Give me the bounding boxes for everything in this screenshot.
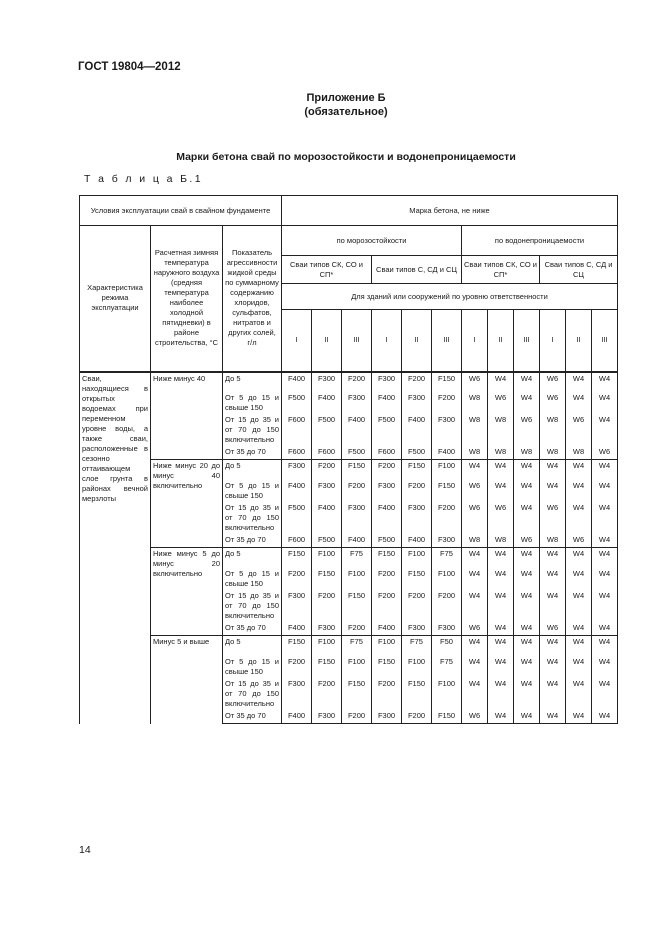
temperature-range: Ниже минус 5 до минус 20 включительно [151, 548, 223, 636]
grade-value: W4 [514, 678, 540, 710]
grade-value: F100 [402, 548, 432, 568]
grade-value: F75 [402, 636, 432, 656]
grade-value: F400 [312, 502, 342, 534]
grade-value: F100 [432, 460, 462, 480]
grade-value: F300 [342, 502, 372, 534]
grade-value: W8 [462, 392, 488, 414]
grade-value: W4 [488, 678, 514, 710]
grade-value: W4 [488, 636, 514, 656]
grade-value: W4 [488, 568, 514, 590]
grade-value: F500 [402, 446, 432, 460]
grade-value: F400 [402, 414, 432, 446]
chloride-range: От 35 до 70 [223, 710, 282, 724]
appendix-title: Приложение Б [306, 92, 386, 104]
grade-value: F200 [432, 392, 462, 414]
header-level-6: III [432, 310, 462, 372]
grade-value: W8 [462, 446, 488, 460]
grade-value: W6 [488, 502, 514, 534]
grade-value: W8 [488, 446, 514, 460]
header-level-7: I [462, 310, 488, 372]
grade-value: F200 [402, 372, 432, 392]
grade-value: F150 [342, 678, 372, 710]
grade-value: F300 [312, 372, 342, 392]
grade-value: W4 [566, 678, 592, 710]
grade-value: F100 [402, 656, 432, 678]
grade-value: W8 [540, 414, 566, 446]
grade-value: F500 [312, 414, 342, 446]
grade-value: F300 [372, 710, 402, 724]
grade-value: W4 [592, 392, 618, 414]
document-standard-code: ГОСТ 19804—2012 [78, 61, 181, 73]
table-title: Марки бетона свай по морозостойкости и водонепроницаемости [176, 151, 516, 163]
grade-value: F150 [372, 656, 402, 678]
grade-value: W6 [566, 534, 592, 548]
grade-value: F150 [312, 656, 342, 678]
grade-value: W8 [540, 446, 566, 460]
grade-value: W4 [592, 372, 618, 392]
chloride-range: До 5 [223, 636, 282, 656]
table-row [80, 548, 618, 568]
grade-value: W4 [592, 502, 618, 534]
grade-value: W4 [462, 548, 488, 568]
grade-value: W4 [566, 548, 592, 568]
header-level-3: III [342, 310, 372, 372]
grade-value: W6 [540, 392, 566, 414]
header-mode: Характеристика режима эксплуатации [80, 226, 151, 372]
chloride-range: От 15 до 35 и от 70 до 150 включительно [223, 678, 282, 710]
grade-value: W4 [462, 656, 488, 678]
grade-value: F300 [402, 502, 432, 534]
grade-value: F400 [282, 622, 312, 636]
grade-value: W8 [488, 414, 514, 446]
grade-value: W4 [566, 502, 592, 534]
grade-value: W4 [540, 590, 566, 622]
grade-value: W4 [592, 568, 618, 590]
grade-value: F200 [372, 590, 402, 622]
grade-value: F200 [312, 460, 342, 480]
grade-value: F150 [342, 590, 372, 622]
grade-value: F600 [372, 446, 402, 460]
grade-value: W4 [462, 678, 488, 710]
grade-value: F300 [312, 622, 342, 636]
grade-value: W8 [566, 446, 592, 460]
grade-value: W4 [488, 710, 514, 724]
grade-value: W4 [514, 636, 540, 656]
grade-value: F300 [312, 710, 342, 724]
grade-value: W4 [592, 678, 618, 710]
grade-value: F100 [312, 548, 342, 568]
grade-value: W8 [462, 534, 488, 548]
grade-value: F200 [312, 590, 342, 622]
grade-value: F600 [282, 414, 312, 446]
grade-value: W4 [592, 590, 618, 622]
grade-value: F300 [342, 392, 372, 414]
grade-value: W4 [540, 460, 566, 480]
header-level-2: II [312, 310, 342, 372]
mode-description: Сваи, находящиеся в открытых водоемах при переменном уровне воды, а также сваи, расположенные в сезонно оттаивающем слое грунта в районах вечной мерзлоты [80, 372, 151, 724]
grade-value: F500 [282, 502, 312, 534]
grade-value: F400 [432, 446, 462, 460]
grade-value: W4 [488, 480, 514, 502]
grade-value: F150 [342, 460, 372, 480]
grade-value: W6 [462, 502, 488, 534]
grade-value: W4 [514, 372, 540, 392]
grade-value: W4 [592, 548, 618, 568]
grade-value: W6 [566, 414, 592, 446]
grade-value: W4 [514, 622, 540, 636]
chloride-range: До 5 [223, 372, 282, 392]
grade-value: W4 [566, 460, 592, 480]
grade-value: F100 [432, 678, 462, 710]
grade-value: F400 [282, 372, 312, 392]
grade-value: F300 [432, 414, 462, 446]
grade-value: F100 [312, 636, 342, 656]
grade-value: F200 [342, 372, 372, 392]
grade-value: W4 [566, 622, 592, 636]
grade-value: F150 [312, 568, 342, 590]
grade-value: W4 [566, 568, 592, 590]
grade-value: W6 [540, 502, 566, 534]
grade-value: W4 [566, 710, 592, 724]
chloride-range: До 5 [223, 460, 282, 480]
grade-value: W4 [592, 480, 618, 502]
grade-value: W4 [462, 568, 488, 590]
grade-value: W4 [540, 656, 566, 678]
grade-value: F400 [372, 622, 402, 636]
grade-value: F75 [432, 656, 462, 678]
grade-value: W6 [462, 622, 488, 636]
table-row [80, 460, 618, 480]
header-grade: Марка бетона, не ниже [282, 196, 618, 226]
header-levels-note: Для зданий или сооружений по уровню ответственности [282, 284, 618, 310]
grade-value: W6 [514, 414, 540, 446]
grade-value: W6 [462, 480, 488, 502]
temperature-range: Ниже минус 40 [151, 372, 223, 460]
table-label: Т а б л и ц а Б.1 [84, 173, 203, 185]
chloride-range: От 35 до 70 [223, 534, 282, 548]
grade-value: W4 [592, 534, 618, 548]
grade-value: F300 [432, 534, 462, 548]
grade-value: W4 [462, 460, 488, 480]
grade-value: F300 [432, 622, 462, 636]
grade-value: W6 [462, 710, 488, 724]
grade-value: F400 [342, 414, 372, 446]
grade-value: F200 [432, 502, 462, 534]
grade-value: F200 [282, 568, 312, 590]
grade-value: F150 [282, 548, 312, 568]
grade-value: W4 [540, 678, 566, 710]
grade-value: F600 [282, 446, 312, 460]
grade-value: F200 [372, 460, 402, 480]
header-types-a-water: Сваи типов СК, СО и СП* [462, 256, 540, 284]
temperature-range: Ниже минус 20 до минус 40 включительно [151, 460, 223, 548]
grade-value: W4 [592, 460, 618, 480]
grade-value: F300 [312, 480, 342, 502]
grade-value: W4 [540, 548, 566, 568]
grade-value: W4 [488, 460, 514, 480]
grade-value: F400 [282, 710, 312, 724]
grade-value: W4 [592, 414, 618, 446]
grade-value: F300 [402, 622, 432, 636]
grade-value: W4 [488, 590, 514, 622]
grade-value: F150 [432, 372, 462, 392]
grade-value: W4 [514, 568, 540, 590]
grade-value: W4 [462, 590, 488, 622]
grade-value: W4 [540, 480, 566, 502]
chloride-range: От 15 до 35 и от 70 до 150 включительно [223, 414, 282, 446]
grade-value: F300 [282, 590, 312, 622]
grade-value: W8 [462, 414, 488, 446]
grade-value: F200 [402, 590, 432, 622]
grade-value: F150 [432, 710, 462, 724]
grade-value: F500 [372, 534, 402, 548]
header-level-1: I [282, 310, 312, 372]
grade-value: W8 [488, 534, 514, 548]
header-level-12: III [592, 310, 618, 372]
grade-value: F75 [342, 636, 372, 656]
header-conditions: Условия эксплуатации свай в свайном фундаменте [80, 196, 282, 226]
grade-value: F400 [342, 534, 372, 548]
grade-value: F150 [432, 480, 462, 502]
header-temperature: Расчетная зимняя температура наружного воздуха (средняя температура наиболее холодной пятидневки) в районе строительства, °С [151, 226, 223, 372]
grade-value: W4 [566, 372, 592, 392]
grade-value: F150 [282, 636, 312, 656]
grade-value: W4 [566, 392, 592, 414]
grade-value: F300 [282, 678, 312, 710]
grade-value: F200 [282, 656, 312, 678]
grade-value: W4 [488, 548, 514, 568]
grade-value: F600 [282, 534, 312, 548]
grade-value: W8 [514, 446, 540, 460]
header-types-b-water: Сваи типов С, СД и СЦ [540, 256, 618, 284]
header-level-5: II [402, 310, 432, 372]
header-level-9: III [514, 310, 540, 372]
concrete-grade-table [79, 195, 618, 724]
grade-value: W4 [488, 656, 514, 678]
chloride-range: От 5 до 15 и свыше 150 [223, 480, 282, 502]
grade-value: W4 [592, 710, 618, 724]
grade-value: W4 [540, 568, 566, 590]
grade-value: F400 [282, 480, 312, 502]
appendix-note: (обязательное) [304, 106, 388, 118]
grade-value: F400 [402, 534, 432, 548]
grade-value: W4 [488, 622, 514, 636]
grade-value: F100 [372, 636, 402, 656]
grade-value: F200 [342, 710, 372, 724]
chloride-range: От 15 до 35 и от 70 до 150 включительно [223, 590, 282, 622]
grade-value: W4 [592, 656, 618, 678]
grade-value: F600 [312, 446, 342, 460]
grade-value: F500 [312, 534, 342, 548]
grade-value: W4 [540, 636, 566, 656]
table-row [80, 372, 618, 392]
chloride-range: От 5 до 15 и свыше 150 [223, 656, 282, 678]
grade-value: W4 [462, 636, 488, 656]
grade-value: W4 [514, 548, 540, 568]
grade-value: W4 [514, 710, 540, 724]
grade-value: W4 [592, 622, 618, 636]
grade-value: F500 [372, 414, 402, 446]
chloride-range: От 5 до 15 и свыше 150 [223, 392, 282, 414]
grade-value: F100 [432, 568, 462, 590]
header-level-11: II [566, 310, 592, 372]
chloride-range: До 5 [223, 548, 282, 568]
grade-value: F400 [372, 392, 402, 414]
header-level-4: I [372, 310, 402, 372]
header-types-a-frost: Сваи типов СК, СО и СП* [282, 256, 372, 284]
grade-value: F200 [342, 622, 372, 636]
chloride-range: От 35 до 70 [223, 622, 282, 636]
grade-value: F200 [402, 710, 432, 724]
grade-value: W4 [514, 590, 540, 622]
grade-value: W6 [540, 372, 566, 392]
grade-value: F150 [402, 678, 432, 710]
grade-value: W6 [514, 534, 540, 548]
grade-value: F100 [342, 656, 372, 678]
grade-value: W4 [566, 590, 592, 622]
chloride-range: От 5 до 15 и свыше 150 [223, 568, 282, 590]
grade-value: W6 [540, 622, 566, 636]
grade-value: F150 [402, 460, 432, 480]
header-frost: по морозостойкости [282, 226, 462, 256]
temperature-range: Минус 5 и выше [151, 636, 223, 724]
grade-value: F200 [372, 678, 402, 710]
header-level-10: I [540, 310, 566, 372]
grade-value: W4 [540, 710, 566, 724]
grade-value: W6 [592, 446, 618, 460]
grade-value: W4 [514, 480, 540, 502]
header-chloride: Показатель агрессивности жидкой среды по суммарному содержанию хлоридов, сульфатов, нитратов и других солей, г/л [223, 226, 282, 372]
grade-value: W4 [514, 460, 540, 480]
grade-value: W4 [488, 372, 514, 392]
grade-value: F500 [282, 392, 312, 414]
grade-value: F400 [372, 502, 402, 534]
table-row [80, 636, 618, 656]
grade-value: W4 [566, 656, 592, 678]
grade-value: W4 [514, 392, 540, 414]
grade-value: F200 [372, 568, 402, 590]
header-water: по водонепроницаемости [462, 226, 618, 256]
grade-value: F200 [432, 590, 462, 622]
grade-value: F300 [372, 480, 402, 502]
grade-value: W8 [540, 534, 566, 548]
appendix-heading [78, 91, 614, 119]
grade-value: F150 [372, 548, 402, 568]
grade-value: W6 [488, 392, 514, 414]
grade-value: W4 [514, 502, 540, 534]
grade-value: F300 [402, 392, 432, 414]
grade-value: F75 [342, 548, 372, 568]
header-level-8: II [488, 310, 514, 372]
grade-value: W4 [514, 656, 540, 678]
grade-value: F200 [342, 480, 372, 502]
grade-value: F50 [432, 636, 462, 656]
grade-value: F75 [432, 548, 462, 568]
grade-value: F300 [282, 460, 312, 480]
chloride-range: От 35 до 70 [223, 446, 282, 460]
chloride-range: От 15 до 35 и от 70 до 150 включительно [223, 502, 282, 534]
page-number: 14 [79, 844, 91, 856]
grade-value: W4 [566, 636, 592, 656]
grade-value: F200 [402, 480, 432, 502]
grade-value: F400 [312, 392, 342, 414]
grade-value: F100 [342, 568, 372, 590]
grade-value: F150 [402, 568, 432, 590]
grade-value: W6 [462, 372, 488, 392]
grade-value: W4 [592, 636, 618, 656]
grade-value: W4 [566, 480, 592, 502]
header-types-b-frost: Сваи типов С, СД и СЦ [372, 256, 462, 284]
grade-value: F500 [342, 446, 372, 460]
grade-value: F200 [312, 678, 342, 710]
grade-value: F300 [372, 372, 402, 392]
